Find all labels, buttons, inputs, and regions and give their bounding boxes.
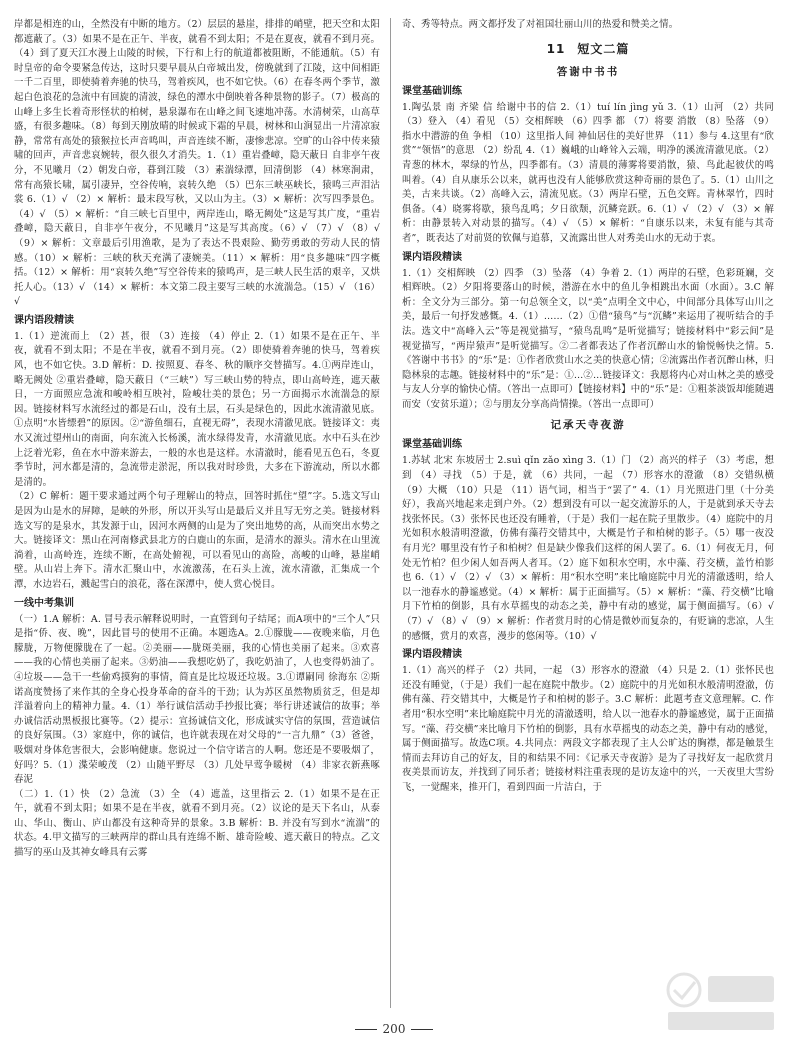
right-column <box>402 18 774 1003</box>
page-number-dash-right <box>411 1029 433 1030</box>
lesson1-basic-paragraph: 1.陶弘景 南 齐梁 信 给谢中书的信 2.（1）tuí lín jìng yǔ 3.（1）山河 （2）共同 （3）登入 （4）看见 （5）交相辉映 （6）四季 都 （7）将要 消散 （8）坠落 （9）指水中潜游的鱼 争相 （10）这里指人间 神仙居住的美好世界 （11）参与 4.这里有“欣赏”“领悟”的意思 （2）纷乱 4.（1）巍峨的山峰耸入云端，明净的溪流清澈见底。（2）青葱的林木，翠绿的竹丛，四季都有。（3）清晨的薄雾将要消散，猿、鸟此起彼伏的鸣叫着。（4）自从康乐公以来，就再也没有人能够欣赏这种奇丽的景色了。5.（1）山川之美，古来共谈。（2）高峰入云，清流见底。（3）两岸石壁，五色交辉。青林翠竹，四时俱备。（4）晓雾将歇，猿鸟乱鸣；夕日欲颓，沉鳞竞跃。6.（1）√ （2）√ （3）× 解析：由静景转入对动景的描写。（4）√ （5）× 解析：“自康乐以来，未复有能与其奇者”，既表达了对前贤的钦佩与追慕，又流露出世人对秀美山水的无动于衷。 <box>402 101 774 244</box>
section-title-basic-1: 课堂基础训练 <box>402 85 462 97</box>
left-top-paragraph: 岸都是相连的山，全然没有中断的地方。（2）层层的悬崖，排排的峭壁，把天空和太阳都遮蔽了。（3）如果不是在正午、半夜，就看不到太阳；不是在夏夜，就看不到月亮。（4）到了夏天江水漫上山陵的时候，下行和上行的航道都被阻断，不能通航。（5）有时皇帝的命令要紧急传达，这时只要早晨从白帝城出发，傍晚就到了江陵，这中间相距一千二百里，即使骑着奔驰的快马，驾着疾风，也不如它快。（6）在春冬两个季节，激起白色浪花的急流中有回旋的清波，绿色的潭水中倒映着各种景物的影子。（7）极高的山峰上多生长着奇形怪状的柏树，悬泉瀑布在山峰之间飞速地冲荡。水清树荣，山高草盛，有很多趣味。（8）每到天刚放晴的时候或下霜的早晨，树林和山涧显出一片清凉寂静，常常有高处的猿猴拉长声音鸣叫，声音连续不断，凄惨悲凉。空旷的山谷中传来猿啸的回声，声音悲哀婉转，很久很久才消失。1.（1）重岩叠嶂，隐天蔽日 自非亭午夜分，不见曦月（2）朝发白帝，暮到江陵 （3）素湍绿潭，回清倒影 （4）林寒涧肃，常有高猿长啸，属引凄异，空谷传响，哀转久绝 （5）巴东三峡巫峡长，猿鸣三声泪沾裳 6.（1）√ （2）× 解析：最末段写秋，又以山为主。（3）× 解析：次写四季景色。（4）√ （5）× 解析：“自三峡七百里中，两岸连山，略无阙处”这是写其广度，“重岩叠嶂，隐天蔽日，自非亭午夜分，不见曦月”这是写其高度。（6）√ （7）√ （8）√ （9）× 解析：文章最后引用渔歌，是为了表达不畏艰险、勤劳勇敢的劳动人民的情感。（10）× 解析：三峡的秋天充满了凄婉美。（11）× 解析：用“良多趣味”四字概括。（12）× 解析：用“哀转久绝”写空谷传来的猿鸣声，是三峡人民生活的艰辛，又烘托人心。（13）√ （14）× 解析：本文第二段主要写三峡的水流湍急。（15）√ （16）√ <box>14 19 380 308</box>
unit-title <box>402 39 774 59</box>
section-title-basic-2: 课堂基础训练 <box>402 439 462 451</box>
unit-number: 11 <box>546 41 566 56</box>
lesson-title-dazhe: 答谢中书书 <box>556 65 620 78</box>
lesson-title-chengtiansi: 记承天寺夜游 <box>550 419 626 432</box>
left-classwork-paragraph-2: （2）C 解析：题干要求通过两个句子理解山的特点，回答时抓住“望”字。5.选文写山是因为山是水的屏障，是峡的外形，所以开头写山是最后义并且写无穷之美。链接材料选文写的是泉水，其发源于山，因河水两侧的山是为了突出地势的高，从而突出水势之大。链接译文：黑山在河南修武县北方的白鹿山的东面，是清水的源头。清水在山里流淌着，山高岭连，连续不断，在高处俯视，可以看见山的高险，高峻的山峰，悬崖峭壁。从山岩上奔下。清水汇聚山中，水流激荡，在石头上流，流水清澈，汇集成一个潭，水边岩石，溅起雪白的浪花，落在深潭中，使人赏心悦目。 <box>14 491 380 590</box>
right-top-paragraph: 奇、秀等特点。两文都抒发了对祖国壮丽山川的热爱和赞美之情。 <box>402 19 679 30</box>
left-column <box>14 18 380 1003</box>
lesson2-reading-paragraph: 1.（1）高兴的样子 （2）共同，一起 （3）形容水的澄澈 （4）只是 2.（1）张怀民也还没有睡觉，（于是）我们一起在庭院中散步。（2）庭院中的月光如积水般清明澄澈，仿佛有藻、荇交错其中，大概是竹子和柏树的影子。3.C 解析：此题考查文意理解。C. 作者用“积水空明”来比喻庭院中月光的清澈透明，给人以一池春水的静谧感觉，属于正面描写。“藻、荇交横”来比喻月下竹柏的倒影，具有水草摇曳的动态之美，静中有动的感觉，属于侧面描写。故选C项。4.共同点：两段文字都表现了主人公旷达的胸襟，都是触景生情而去拜访自己的好友，目的和结果不同：《记承天寺夜游》是为了寻找好友一起欣赏月夜美景而访友，并找到了同乐者；链接材料注重表现的是访友途中的兴，一天夜里大雪纷飞，一觉醒来，推开门，看到四面一片洁白，于 <box>402 665 774 793</box>
lesson1-reading-paragraph: 1.（1）交相辉映 （2）四季 （3）坠落 （4）争着 2.（1）两岸的石壁，色彩斑斓，交相辉映。（2）夕阳将要落山的时候，潜游在水中的鱼儿争相跳出水面（水面）。3.C 解析：全文分为三部分。第一句总领全文，以“美”点明全文中心，中间部分具体写山川之美，最后一句抒发感慨。4.（1）……（2）①借“猿鸟”与“沉鳞”来运用了视听结合的手法。选文中“高峰入云”等是视觉描写，“猿鸟乱鸣”是听觉描写；链接材料中“彩云间”是视觉描写，“两岸猿声”是听觉描写。②二者都表达了作者沉醉山水的愉悦畅快之情。5.《答谢中书书》的“乐”是：①作者欣赏山水之美的快意心情；②流露出作者沉醉山林，归隐林泉的志趣。链接材料中的“乐”是：①…②…链接译文：我愿将内心对山林之美的感受与友人分享的愉快心情。（答出一点即可）【链接材料】中的“乐”是：①粗茶淡饭却能随遇而安（安贫乐道）；②与朋友分享高尚情操。（答出一点即可） <box>402 267 774 410</box>
page-number <box>0 1022 788 1036</box>
left-exam-paragraph-2: （二）1.（1）快 （2）急流 （3）全 （4）遮盖，这里指云 2.（1）如果不是在正午，就看不到太阳；如果不是在半夜，就看不到月亮。（2）议论的是天下名山，从泰山、华山、衡山、庐山都没有这种奇异的景象。3.B 解析：B. 并没有写到水“流湍”的状态。4.甲文描写的三峡两岸的群山具有连绵不断、雄奇险峻、遮天蔽日的特点。乙文描写的巫山及其神女峰具有云雾 <box>14 788 380 859</box>
section-title-classwork: 课内语段精读 <box>14 314 74 326</box>
section-title-reading-1: 课内语段精读 <box>402 251 462 263</box>
left-exam-paragraph-1: （一）1.A 解析：A. 冒号表示解释说明时，一直管到句子结尾；而A项中的“三个人”只是指“侨、夜、晚”，因此冒号的使用不正确。本题选A。2.①朦胧——夜晚来临，月色朦胧，万物便朦胧在了一起。②美丽——胧斑美丽，我的心情也美丽了起来。③欢喜——我的心情也美丽了起来。③奶油——我想吃奶了，我吃奶油了，人也变得奶油了。④垃圾——急干一些偷鸡摸狗的事情，简直是比垃圾还垃圾。3.①谭嗣同 徐海东 ②斯诺高度赞扬了来作其的全身心投身革命的奋斗的干劲；认为苏区虽然物质贫乏，但是却洋溢着向上的精神力量。4.（1）举行诚信活动手抄报比赛；举行讲述诚信的故事；举办诚信活动黑板报比赛等。（2）提示：宣扬诚信文化，形成诚实守信的氛围，营造诚信的良好氛围。（3）家庭中，你的诚信，也许就表现在对父母的“一言九鼎”（3）爸爸，吸烟对身体危害很大，会影响健康。您说过一个信守诺言的人啊。您还是不要吸烟了，好吗？5.（1）渫荣峻茂 （2）山随平野尽 （3）几处早莺争暖树 （4）非家衣新燕啄春泥 <box>14 613 380 786</box>
section-title-exam-training: 一线中考集训 <box>14 597 74 609</box>
page-number-dash-left <box>355 1029 377 1030</box>
unit-name: 短文二篇 <box>577 41 630 56</box>
column-divider <box>390 18 391 1008</box>
section-title-reading-2: 课内语段精读 <box>402 649 462 661</box>
lesson2-basic-paragraph: 1.苏轼 北宋 东坡居士 2.suì qǐn zǎo xìng 3.（1）门 （2）高兴的样子 （3）考虑，想到 （4）寻找 （5）于是，就 （6）共同，一起 （7）形容水的澄澈 （8）交错纵横 （9）大概 （10）只是 （11）语气词，相当于“罢了” 4.（1）月光照进门里（十分美好），我高兴地起来走到户外。（2）想到没有可以一起交流游乐的人，于是就到承天寺去找张怀民。（3）张怀民也还没有睡着，（于是）我们一起在院子里散步。（4）庭院中的月光如积水般清明澄澈，仿佛有藻荇交错其中，大概是竹子和柏树的影子。（5）哪一夜没有月光？哪里没有竹子和柏树？但是缺少像我们这样的闲人罢了。6.（1）何夜无月，何处无竹柏？但少闲人如吾两人者耳。（2）庭下如积水空明，水中藻、荇交横，盖竹柏影也 6.（1）√ （2）√ （3）× 解析：用“积水空明”来比喻庭院中月光的清澈透明，给人以一池春水的静谧感觉。（4）× 解析：属于正面描写。（5）× 解析：“藻、荇交横”比喻月下竹柏的倒影，具有水草摇曳的动态之美，静中有动的感觉，属于侧面描写。（6）√ （7）√ （8）√ （9）× 解析：作者赏月时的心情是微妙而复杂的，有贬谪的悲凉，人生的感慨，赏月的欢喜，漫步的悠闲等。（10）√ <box>402 455 774 642</box>
left-classwork-paragraph-1: 1.（1）逆流而上 （2）甚，很 （3）连接 （4）停止 2.（1）如果不是在正午、半夜，就看不到太阳；不是在半夜，就看不到月亮。（2）即使骑着奔驰的快马，驾着疾风，也不如它快。3.D 解析：D. 按照夏、春冬、秋的顺序交替描写。4.①两岸连山，略无阙处 ②重岩叠嶂，隐天蔽日（“三峡”）写三峡山势的特点，即山高岭连，遮天蔽日，一方面照应急流和峻岭相互映衬，险峻壮美的景色；另一方面揭示水流湍急的原因。链接材料写水流经过的都是石山，没有土层，石头是绿色的，因此水流清澈见底。①点明“水皆缥碧”的原因。②“游鱼细石，直视无碍”，表现水清澈见底。链接译文：夷水又流过望州山的南面，向东流入长杨溪，流水绿得发青，水清澈见底。水中石头在沙上泛着光彩，鱼在水中游来游去，一般的水也是这样。水清澈时，能看见五色石，冬夏季节时，河水都是清的，急流带走淤泥，所以我对时珍贵，大多在下游流动，所以水都是清的。 <box>14 330 380 488</box>
page-number-text: 200 <box>382 1022 406 1036</box>
